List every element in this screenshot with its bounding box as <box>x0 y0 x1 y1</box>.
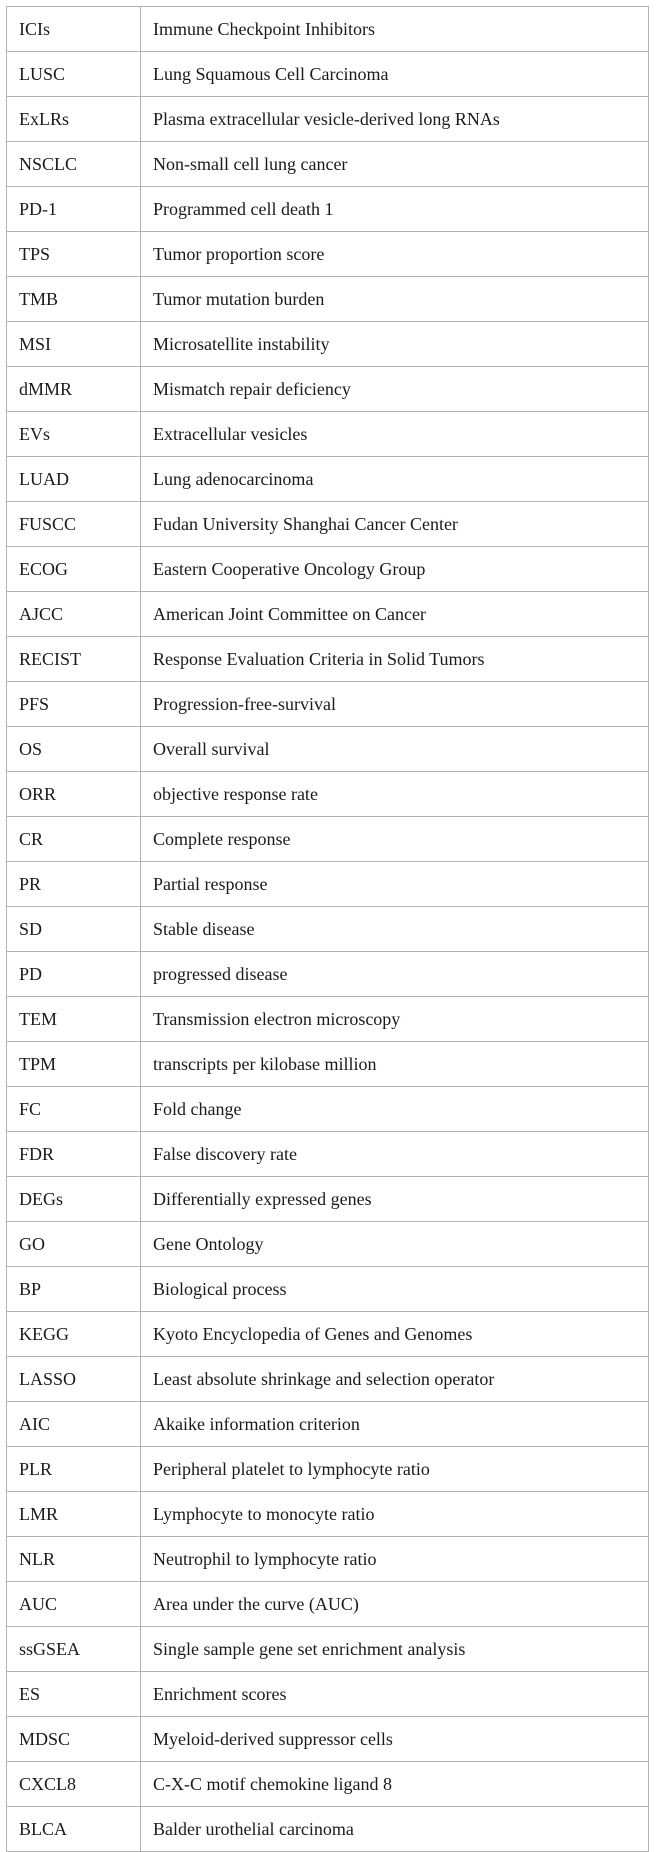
table-row <box>7 592 649 637</box>
definition-cell: Kyoto Encyclopedia of Genes and Genomes <box>141 1312 649 1357</box>
abbreviation-cell: ssGSEA <box>7 1627 141 1672</box>
abbreviation-cell: PFS <box>7 682 141 727</box>
table-row <box>7 1087 649 1132</box>
definition-cell: Myeloid-derived suppressor cells <box>141 1717 649 1762</box>
abbreviation-cell: PR <box>7 862 141 907</box>
table-row <box>7 502 649 547</box>
definition-cell: False discovery rate <box>141 1132 649 1177</box>
definition-cell: Response Evaluation Criteria in Solid Tumors <box>141 637 649 682</box>
definition-cell: Complete response <box>141 817 649 862</box>
definition-cell: C-X-C motif chemokine ligand 8 <box>141 1762 649 1807</box>
table-row <box>7 1042 649 1087</box>
abbreviation-cell: FDR <box>7 1132 141 1177</box>
definition-cell: Fudan University Shanghai Cancer Center <box>141 502 649 547</box>
table-row <box>7 1582 649 1627</box>
abbreviations-table-body <box>7 7 649 1852</box>
definition-cell: Progression-free-survival <box>141 682 649 727</box>
table-row <box>7 547 649 592</box>
definition-cell: Plasma extracellular vesicle-derived long RNAs <box>141 97 649 142</box>
table-row <box>7 637 649 682</box>
abbreviations-table-container <box>6 6 648 1852</box>
table-row <box>7 1807 649 1852</box>
abbreviation-cell: ES <box>7 1672 141 1717</box>
definition-cell: objective response rate <box>141 772 649 817</box>
table-row <box>7 277 649 322</box>
table-row <box>7 952 649 997</box>
abbreviation-cell: PD-1 <box>7 187 141 232</box>
abbreviation-cell: NSCLC <box>7 142 141 187</box>
abbreviation-cell: LUAD <box>7 457 141 502</box>
definition-cell: Single sample gene set enrichment analysis <box>141 1627 649 1672</box>
abbreviation-cell: FC <box>7 1087 141 1132</box>
table-row <box>7 1672 649 1717</box>
abbreviation-cell: PD <box>7 952 141 997</box>
table-row <box>7 7 649 52</box>
abbreviation-cell: KEGG <box>7 1312 141 1357</box>
table-row <box>7 457 649 502</box>
table-row <box>7 1717 649 1762</box>
definition-cell: Biological process <box>141 1267 649 1312</box>
abbreviation-cell: MSI <box>7 322 141 367</box>
abbreviation-cell: FUSCC <box>7 502 141 547</box>
abbreviation-cell: PLR <box>7 1447 141 1492</box>
abbreviation-cell: TPM <box>7 1042 141 1087</box>
abbreviation-cell: ORR <box>7 772 141 817</box>
definition-cell: American Joint Committee on Cancer <box>141 592 649 637</box>
definition-cell: progressed disease <box>141 952 649 997</box>
table-row <box>7 52 649 97</box>
table-row <box>7 727 649 772</box>
table-row <box>7 1762 649 1807</box>
table-row <box>7 187 649 232</box>
definition-cell: Tumor mutation burden <box>141 277 649 322</box>
table-row <box>7 232 649 277</box>
definition-cell: transcripts per kilobase million <box>141 1042 649 1087</box>
definition-cell: Overall survival <box>141 727 649 772</box>
table-row <box>7 997 649 1042</box>
abbreviation-cell: TEM <box>7 997 141 1042</box>
definition-cell: Lymphocyte to monocyte ratio <box>141 1492 649 1537</box>
abbreviation-cell: NLR <box>7 1537 141 1582</box>
abbreviation-cell: RECIST <box>7 637 141 682</box>
table-row <box>7 862 649 907</box>
definition-cell: Lung Squamous Cell Carcinoma <box>141 52 649 97</box>
definition-cell: Neutrophil to lymphocyte ratio <box>141 1537 649 1582</box>
abbreviation-cell: ECOG <box>7 547 141 592</box>
definition-cell: Gene Ontology <box>141 1222 649 1267</box>
table-row <box>7 1177 649 1222</box>
table-row <box>7 97 649 142</box>
abbreviation-cell: OS <box>7 727 141 772</box>
table-row <box>7 1492 649 1537</box>
table-row <box>7 142 649 187</box>
definition-cell: Immune Checkpoint Inhibitors <box>141 7 649 52</box>
table-row <box>7 1132 649 1177</box>
abbreviations-table <box>6 6 649 1852</box>
table-row <box>7 907 649 952</box>
definition-cell: Balder urothelial carcinoma <box>141 1807 649 1852</box>
definition-cell: Transmission electron microscopy <box>141 997 649 1042</box>
abbreviation-cell: GO <box>7 1222 141 1267</box>
table-row <box>7 322 649 367</box>
table-row <box>7 1222 649 1267</box>
abbreviation-cell: MDSC <box>7 1717 141 1762</box>
abbreviation-cell: TPS <box>7 232 141 277</box>
abbreviation-cell: ExLRs <box>7 97 141 142</box>
abbreviation-cell: EVs <box>7 412 141 457</box>
definition-cell: Mismatch repair deficiency <box>141 367 649 412</box>
table-row <box>7 367 649 412</box>
abbreviation-cell: ICIs <box>7 7 141 52</box>
abbreviation-cell: CXCL8 <box>7 1762 141 1807</box>
table-row <box>7 1267 649 1312</box>
abbreviation-cell: AIC <box>7 1402 141 1447</box>
table-row <box>7 1627 649 1672</box>
abbreviation-cell: CR <box>7 817 141 862</box>
abbreviation-cell: dMMR <box>7 367 141 412</box>
definition-cell: Partial response <box>141 862 649 907</box>
abbreviation-cell: LUSC <box>7 52 141 97</box>
definition-cell: Enrichment scores <box>141 1672 649 1717</box>
abbreviation-cell: AJCC <box>7 592 141 637</box>
definition-cell: Non-small cell lung cancer <box>141 142 649 187</box>
definition-cell: Peripheral platelet to lymphocyte ratio <box>141 1447 649 1492</box>
abbreviation-cell: LASSO <box>7 1357 141 1402</box>
abbreviation-cell: TMB <box>7 277 141 322</box>
definition-cell: Lung adenocarcinoma <box>141 457 649 502</box>
definition-cell: Microsatellite instability <box>141 322 649 367</box>
definition-cell: Stable disease <box>141 907 649 952</box>
table-row <box>7 817 649 862</box>
table-row <box>7 1312 649 1357</box>
table-row <box>7 772 649 817</box>
table-row <box>7 412 649 457</box>
definition-cell: Fold change <box>141 1087 649 1132</box>
table-row <box>7 1357 649 1402</box>
definition-cell: Differentially expressed genes <box>141 1177 649 1222</box>
abbreviation-cell: AUC <box>7 1582 141 1627</box>
definition-cell: Extracellular vesicles <box>141 412 649 457</box>
table-row <box>7 1402 649 1447</box>
definition-cell: Area under the curve (AUC) <box>141 1582 649 1627</box>
definition-cell: Eastern Cooperative Oncology Group <box>141 547 649 592</box>
table-row <box>7 1537 649 1582</box>
definition-cell: Akaike information criterion <box>141 1402 649 1447</box>
abbreviation-cell: DEGs <box>7 1177 141 1222</box>
abbreviation-cell: SD <box>7 907 141 952</box>
definition-cell: Programmed cell death 1 <box>141 187 649 232</box>
abbreviation-cell: LMR <box>7 1492 141 1537</box>
definition-cell: Tumor proportion score <box>141 232 649 277</box>
table-row <box>7 1447 649 1492</box>
abbreviation-cell: BLCA <box>7 1807 141 1852</box>
table-row <box>7 682 649 727</box>
abbreviation-cell: BP <box>7 1267 141 1312</box>
definition-cell: Least absolute shrinkage and selection operator <box>141 1357 649 1402</box>
